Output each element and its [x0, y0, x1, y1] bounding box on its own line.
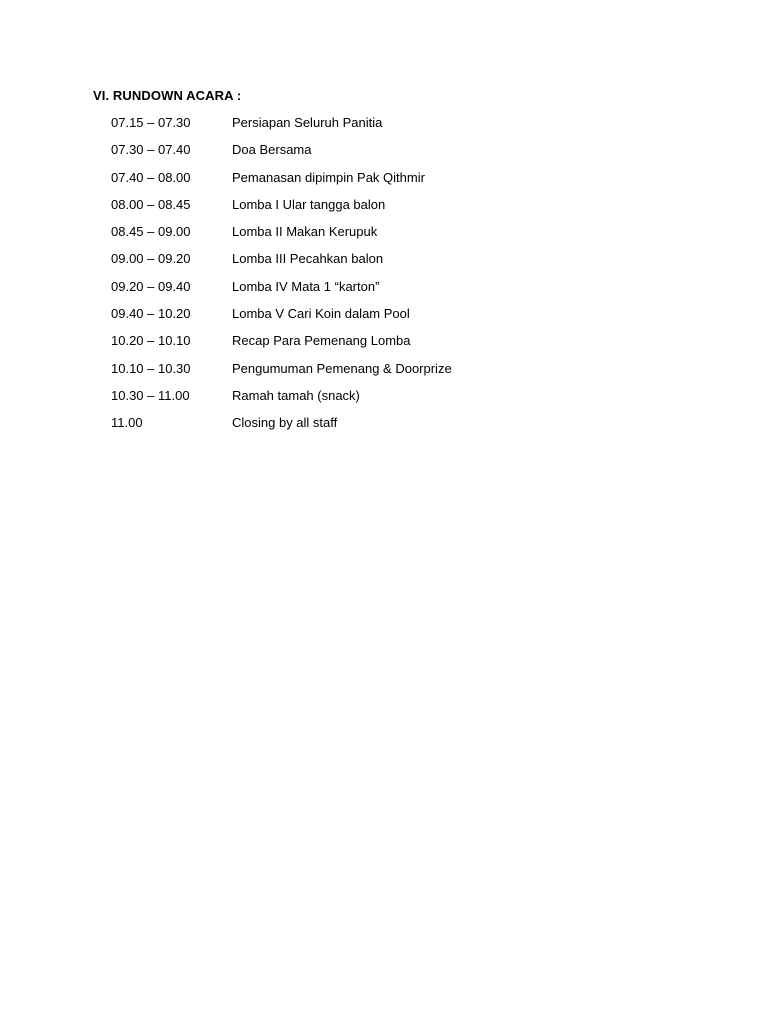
list-item [111, 306, 671, 333]
time-range: 08.45 – 09.00 [111, 224, 191, 240]
time-range: 09.20 – 09.40 [111, 278, 191, 294]
list-item [111, 170, 671, 197]
list-item [111, 388, 671, 415]
time-range: 08.00 – 08.45 [111, 196, 191, 212]
list-item [111, 333, 671, 360]
activity-label: Closing by all staff [232, 415, 338, 431]
activity-label: Lomba II Makan Kerupuk [232, 224, 378, 240]
list-item [111, 115, 671, 142]
time-range: 10.20 – 10.10 [111, 333, 191, 349]
activity-label: Lomba IV Mata 1 “karton” [232, 278, 380, 294]
list-item [111, 415, 671, 442]
activity-label: Recap Para Pemenang Lomba [232, 333, 411, 349]
time-range: 07.30 – 07.40 [111, 142, 191, 158]
list-item [111, 279, 671, 306]
activity-label: Pengumuman Pemenang & Doorprize [232, 360, 452, 376]
time-range: 07.40 – 08.00 [111, 169, 191, 185]
time-range: 07.15 – 07.30 [111, 115, 191, 130]
list-item [111, 224, 671, 251]
activity-label: Doa Bersama [232, 142, 312, 158]
time-range: 11.00 [111, 415, 143, 431]
activity-label: Pemanasan dipimpin Pak Qithmir [232, 169, 425, 185]
list-item [111, 197, 671, 224]
list-item [111, 142, 671, 169]
time-range: 09.00 – 09.20 [111, 251, 191, 267]
time-range: 09.40 – 10.20 [111, 306, 191, 322]
time-range: 10.10 – 10.30 [111, 360, 191, 376]
activity-label: Lomba III Pecahkan balon [232, 251, 384, 267]
list-item [111, 361, 671, 388]
rundown-list [111, 115, 671, 443]
time-range: 10.30 – 11.00 [111, 387, 190, 403]
activity-label: Lomba V Cari Koin dalam Pool [232, 306, 410, 322]
activity-label: Ramah tamah (snack) [232, 387, 360, 403]
activity-label: Persiapan Seluruh Panitia [232, 115, 383, 130]
list-item [111, 251, 671, 278]
activity-label: Lomba I Ular tangga balon [232, 196, 386, 212]
section-heading: VI. RUNDOWN ACARA : [93, 88, 242, 103]
